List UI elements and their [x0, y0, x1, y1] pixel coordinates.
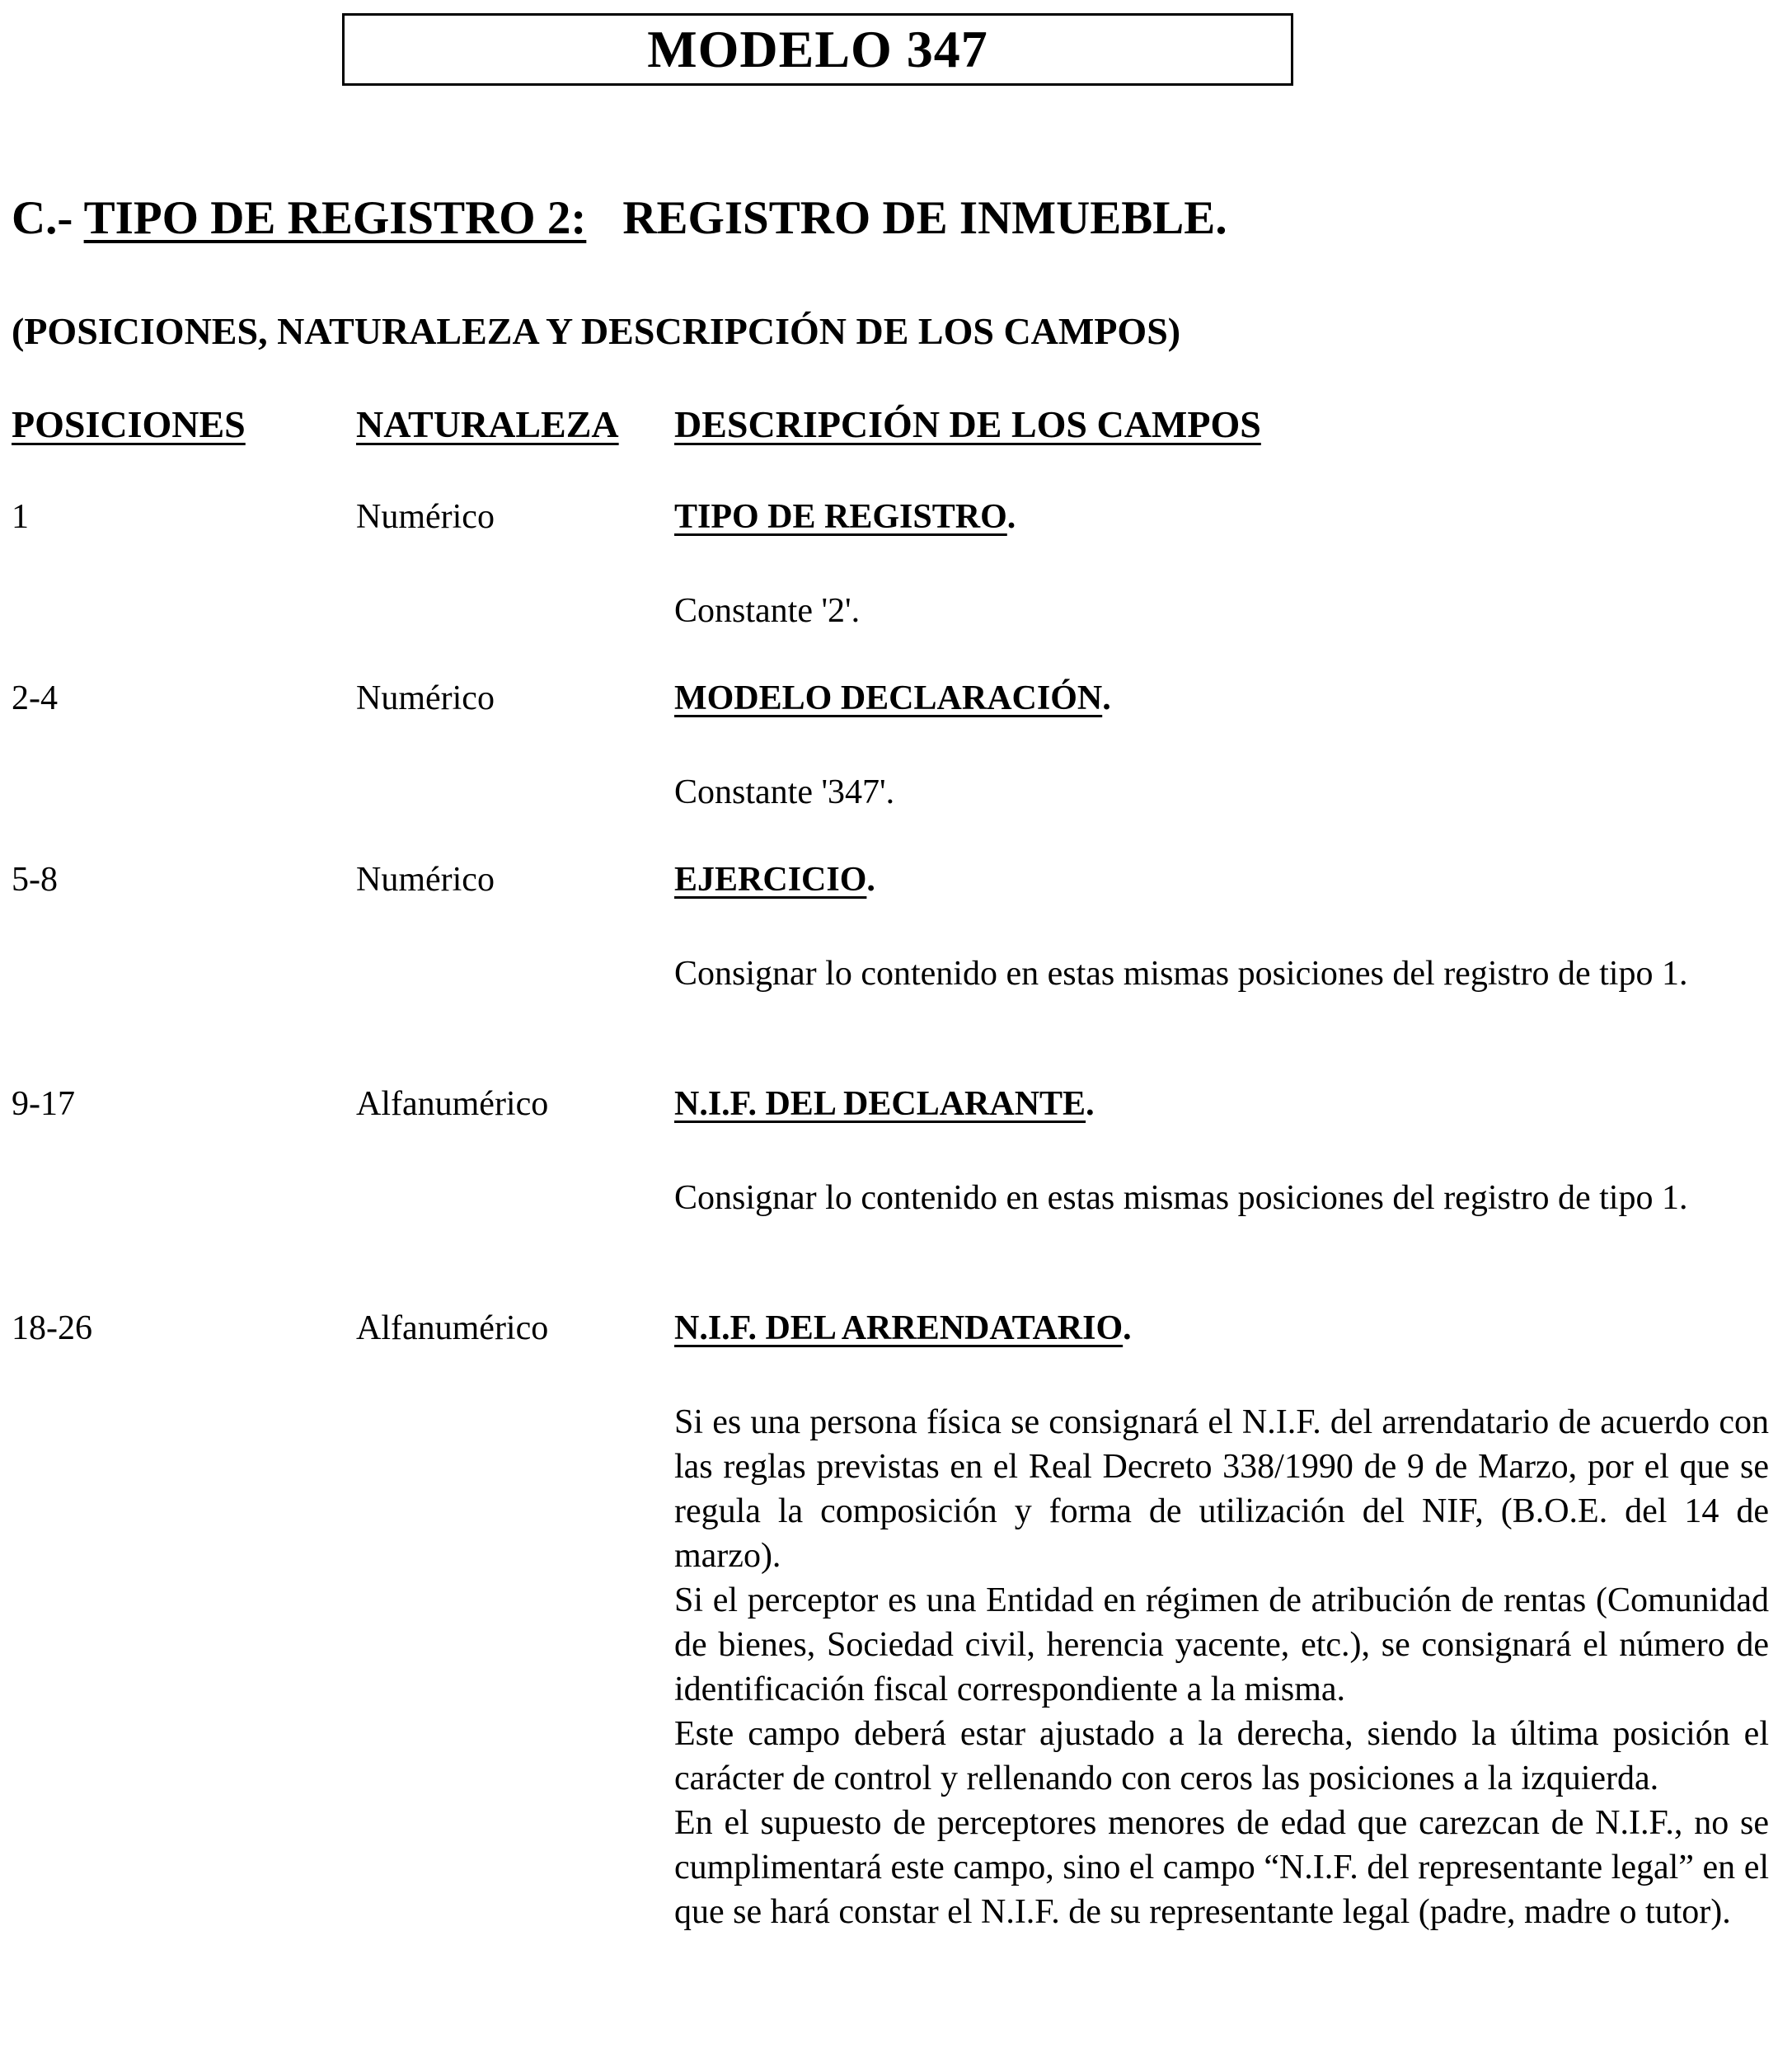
row-position: 2-4	[12, 679, 58, 717]
field-description	[674, 1400, 1769, 1934]
row-naturaleza: Numérico	[356, 679, 495, 717]
row-position: 1	[12, 498, 29, 536]
field-name-text: EJERCICIO	[674, 861, 867, 899]
field-name: N.I.F. DEL ARRENDATARIO.	[674, 1309, 1132, 1347]
field-name: EJERCICIO.	[674, 861, 875, 899]
row-naturaleza: Numérico	[356, 498, 495, 536]
field-description	[674, 951, 1769, 996]
description-paragraph: Constante '2'.	[674, 592, 861, 630]
row-naturaleza: Alfanumérico	[356, 1309, 549, 1347]
title-box	[342, 13, 1293, 86]
description-paragraph: Consignar lo contenido en estas mismas posiciones del registro de tipo 1.	[674, 955, 1688, 993]
field-name: MODELO DECLARACIÓN.	[674, 679, 1111, 717]
heading-prefix: C.-	[12, 192, 84, 244]
heading-record-type: TIPO DE REGISTRO 2:	[83, 192, 587, 244]
row-naturaleza: Alfanumérico	[356, 1085, 549, 1123]
heading-record-name: REGISTRO DE INMUEBLE.	[622, 192, 1227, 244]
column-header-descripcion: DESCRIPCIÓN DE LOS CAMPOS	[674, 403, 1261, 445]
field-description	[674, 1176, 1769, 1220]
row-position: 18-26	[12, 1309, 92, 1347]
description-paragraph: Si el perceptor es una Entidad en régimen de atribución de rentas (Comunidad de bienes, Sociedad civil, herencia yacente, etc.), se consignará el número de identificación fiscal correspondiente a la misma.	[674, 1581, 1769, 1708]
field-name: N.I.F. DEL DECLARANTE.	[674, 1085, 1095, 1123]
description-paragraph: En el supuesto de perceptores menores de edad que carezcan de N.I.F., no se cumplimentará este campo, sino el campo “N.I.F. del representante legal” en el que se hará constar el N.I.F. de su representante legal (padre, madre o tutor).	[674, 1804, 1769, 1931]
description-paragraph: Constante '347'.	[674, 773, 895, 811]
field-name: TIPO DE REGISTRO.	[674, 498, 1016, 536]
field-name-text: N.I.F. DEL ARRENDATARIO	[674, 1309, 1124, 1347]
field-name-text: MODELO DECLARACIÓN	[674, 679, 1103, 717]
field-name-text: N.I.F. DEL DECLARANTE	[674, 1085, 1086, 1123]
description-paragraph: Consignar lo contenido en estas mismas posiciones del registro de tipo 1.	[674, 1179, 1688, 1217]
field-name-text: TIPO DE REGISTRO	[674, 498, 1007, 536]
row-position: 5-8	[12, 861, 58, 899]
field-description	[674, 770, 1769, 815]
description-paragraph: Este campo deberá estar ajustado a la derecha, siendo la última posición el carácter de control y rellenando con ceros las posiciones a la izquierda.	[674, 1715, 1769, 1797]
section-heading	[12, 191, 1227, 245]
column-header-posiciones: POSICIONES	[12, 403, 246, 445]
section-subheading: (POSICIONES, NATURALEZA Y DESCRIPCIÓN DE LOS CAMPOS)	[12, 310, 1181, 352]
column-header-naturaleza: NATURALEZA	[356, 403, 619, 445]
field-description	[674, 589, 1769, 633]
row-naturaleza: Numérico	[356, 861, 495, 899]
description-paragraph: Si es una persona física se consignará el N.I.F. del arrendatario de acuerdo con las reglas previstas en el Real Decreto 338/1990 de 9 de Marzo, por el que se regula la composición y forma de utilización del NIF, (B.O.E. del 14 de marzo).	[674, 1403, 1769, 1575]
row-position: 9-17	[12, 1085, 75, 1123]
document-title: MODELO 347	[647, 20, 988, 78]
